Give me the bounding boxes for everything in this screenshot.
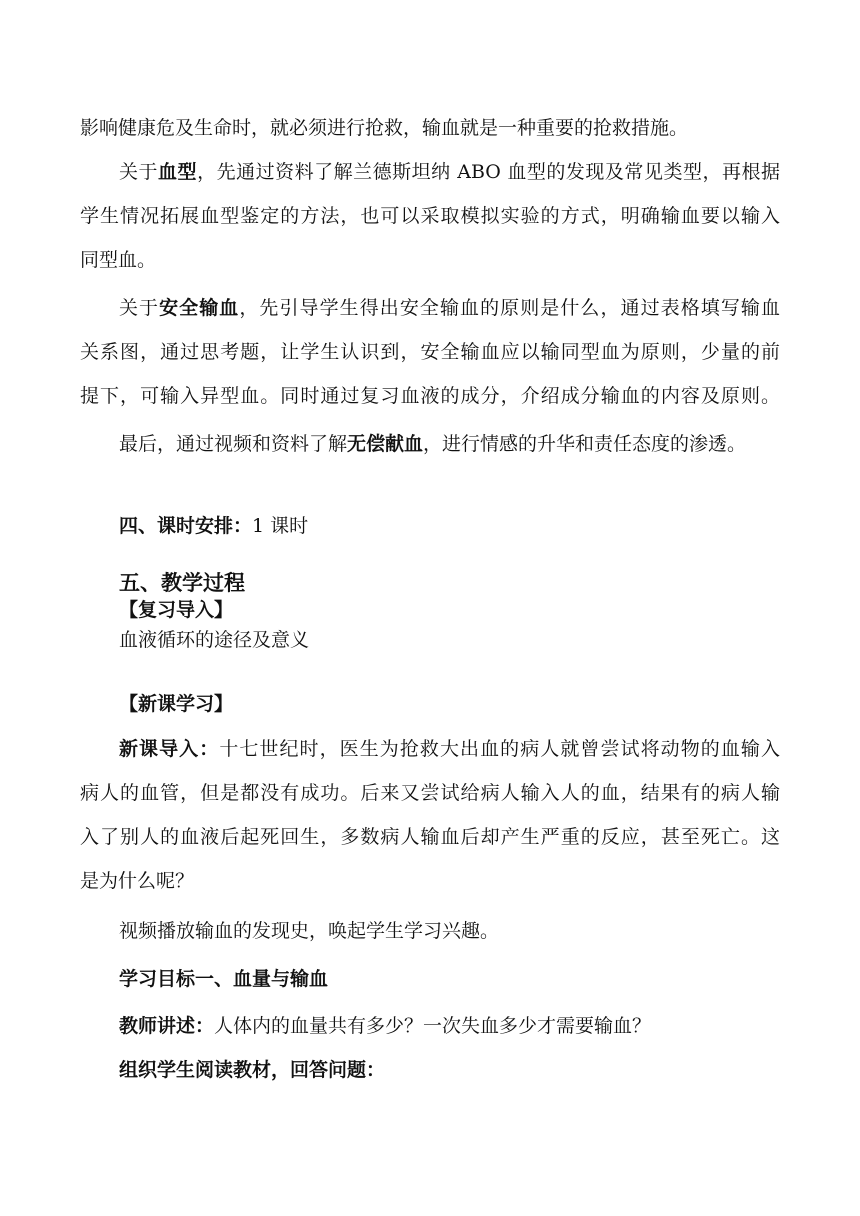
paragraph-blood-type-line-3 — [80, 248, 780, 272]
teacher-statement — [119, 1014, 819, 1038]
paragraph-blood-type-line-1 — [119, 160, 780, 184]
intro-line-1 — [119, 737, 780, 761]
text-run: 是为什么呢？ — [80, 870, 195, 892]
paragraph-safe-transfusion-line-2 — [80, 340, 780, 364]
review-text — [119, 628, 819, 652]
text-run: 视频播放输血的发现史，唤起学生学习兴趣。 — [119, 920, 500, 942]
paragraph-safe-transfusion-line-3 — [80, 384, 780, 408]
text-run: 提下，可输入异型血。同时通过复习血液的成分，介绍成分输血的内容及原则。 — [80, 385, 780, 407]
text-run: 人体内的血量共有多少？一次失血多少才需要输血？ — [214, 1015, 652, 1037]
instruction: 组织学生阅读教材，回答问题： — [119, 1059, 386, 1081]
subheading: 【复习导入】 — [119, 599, 234, 621]
text-run: ，进行情感的升华和责任态度的渗透。 — [423, 433, 747, 455]
text-line: 影响健康危及生命时，就必须进行抢救，输血就是一种重要的抢救措施。 — [80, 117, 689, 139]
intro-line-2 — [80, 781, 780, 805]
text-run: 入了别人的血液后起死回生，多数病人输血后却产生严重的反应，甚至死亡。这 — [80, 826, 780, 848]
text-run: 最后，通过视频和资料了解 — [119, 433, 348, 455]
text-run: ，先引导学生得出安全输血的原则是什么，通过表格填写输血 — [239, 297, 780, 319]
section-heading: 四、课时安排： — [119, 515, 253, 537]
text-run: 病人的血管，但是都没有成功。后来又尝试给病人输入人的血，结果有的病人输 — [80, 782, 780, 804]
paragraph-blood-type-line-2 — [80, 204, 780, 228]
goal-heading — [119, 967, 819, 991]
intro-line-4 — [80, 869, 780, 893]
section-teaching-process — [119, 571, 819, 596]
text-run: ，先通过资料了解兰德斯坦纳 ABO 血型的发现及常见类型，再根据 — [197, 161, 780, 183]
label: 教师讲述： — [119, 1015, 215, 1037]
intro-line-3 — [80, 825, 780, 849]
review-heading — [119, 598, 819, 622]
paragraph-continuation — [80, 116, 780, 140]
goal-title: 学习目标一、血量与输血 — [119, 968, 329, 990]
text-run: 关于 — [119, 161, 159, 183]
section-heading: 五、教学过程 — [119, 571, 245, 595]
keyword-free-donation: 无偿献血 — [347, 433, 424, 455]
label: 新课导入： — [119, 738, 220, 760]
video-text — [119, 919, 819, 943]
new-lesson-heading — [119, 692, 819, 716]
subheading: 【新课学习】 — [119, 693, 234, 715]
text-run: 关系图，通过思考题，让学生认识到，安全输血应以输同型血为原则，少量的前 — [80, 341, 780, 363]
text-run: 学生情况拓展血型鉴定的方法，也可以采取模拟实验的方式，明确输血要以输入 — [80, 205, 780, 227]
organize-reading — [119, 1058, 819, 1082]
text-run: 同型血。 — [80, 249, 157, 271]
text-run: 血液循环的途径及意义 — [119, 629, 310, 651]
paragraph-safe-transfusion-line-1 — [119, 296, 780, 320]
keyword-blood-type: 血型 — [158, 161, 198, 183]
text-run: 关于 — [119, 297, 160, 319]
section-schedule — [119, 514, 819, 538]
text-run: 十七世纪时，医生为抢救大出血的病人就曾尝试将动物的血输入 — [219, 738, 780, 760]
schedule-value: 1 课时 — [252, 515, 309, 537]
keyword-safe-transfusion: 安全输血 — [159, 297, 240, 319]
paragraph-donation — [119, 432, 819, 456]
